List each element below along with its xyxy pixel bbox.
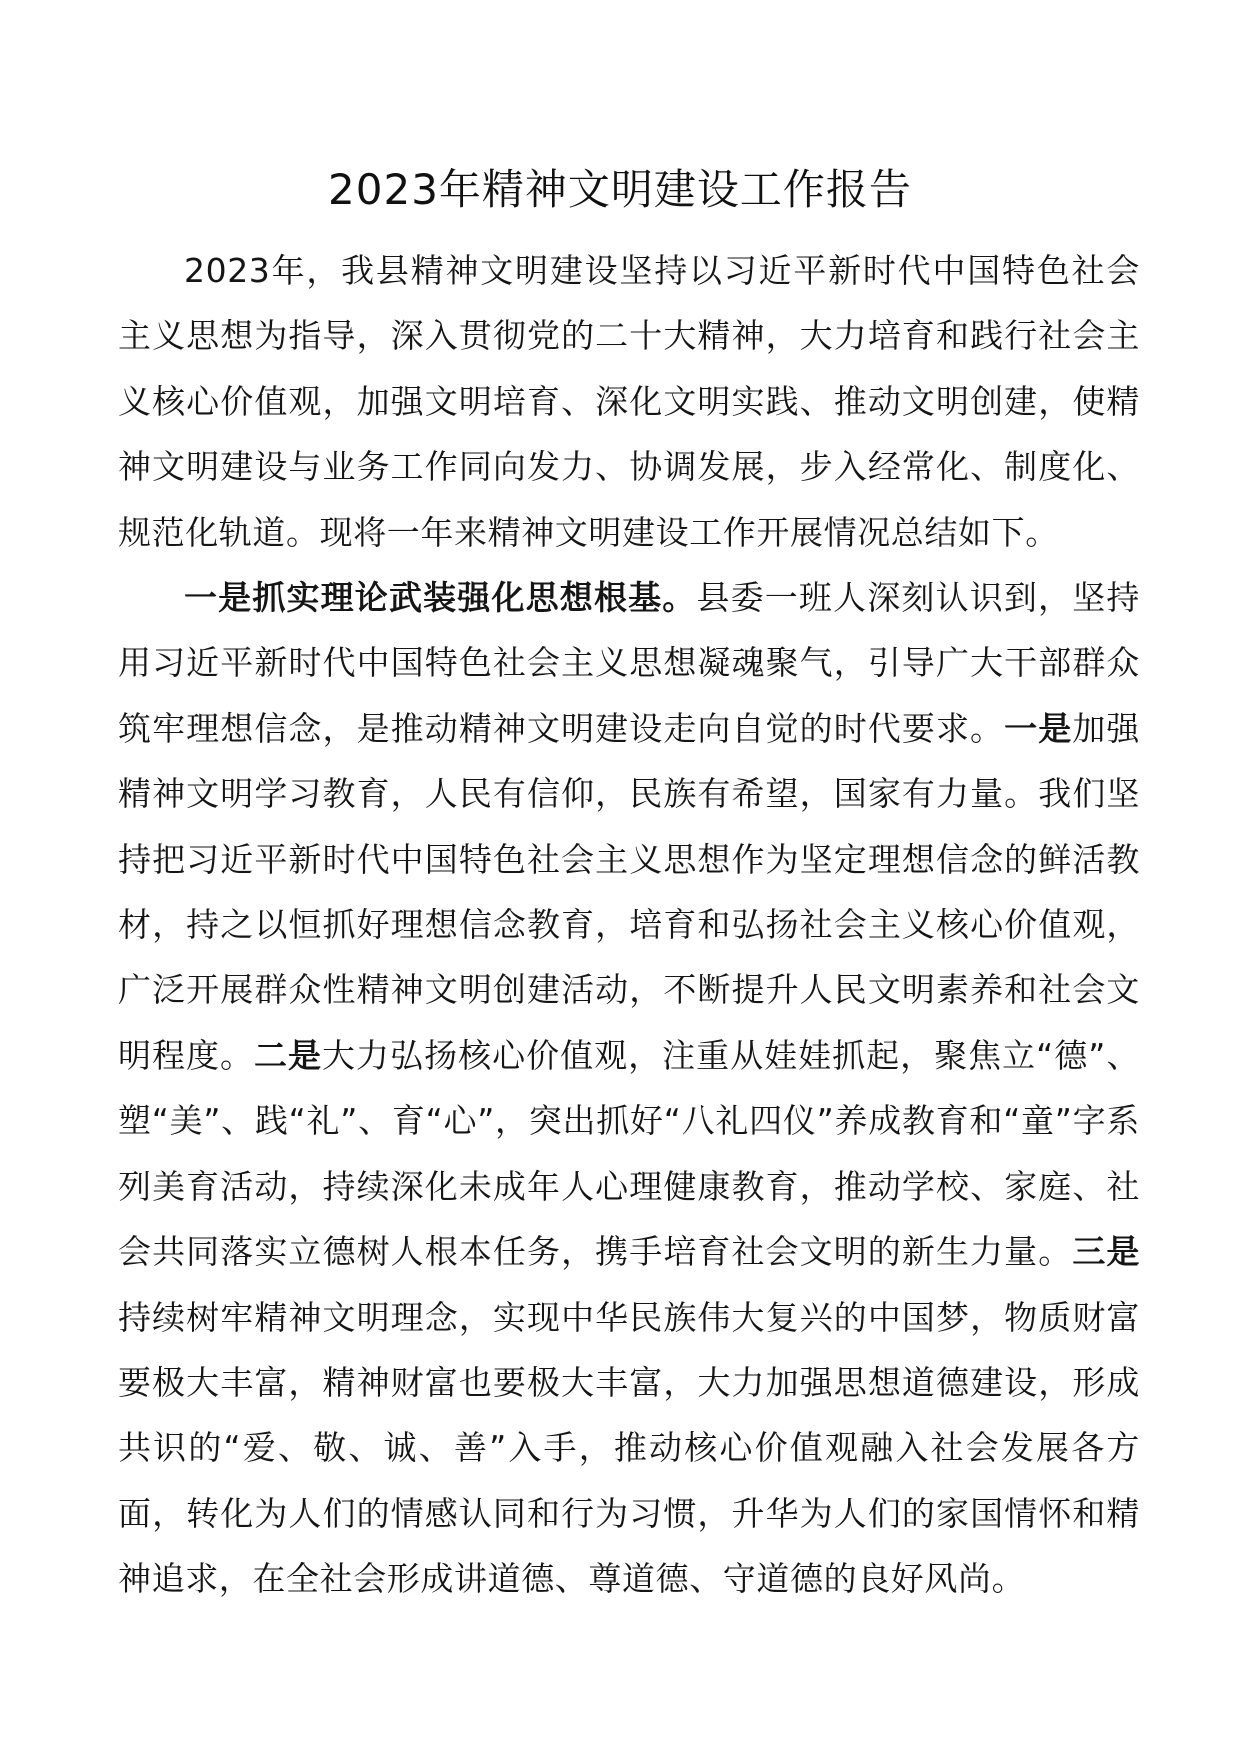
point-1-marker: 一是 <box>1004 708 1073 748</box>
intro-paragraph: 2023年，我县精神文明建设坚持以习近平新时代中国特色社会主义思想为指导，深入贯彻党的二十大精神，大力培育和践行社会主义核心价值观，加强文明培育、深化文明实践、推动文明创建，使精神文明建设与业务工作同向发力、协调发展，步入经常化、制度化、规范化轨道。现将一年来精神文明建设工作开展情况总结如下。 <box>118 251 1140 552</box>
section-1-heading: 一是抓实理论武装强化思想根基。 <box>184 578 697 618</box>
point-2-marker: 二是 <box>254 1035 323 1075</box>
section-1-text-a: 县委一班人深刻认识到，坚持用习近平新时代中国特色社会主义思想凝魂聚气，引导广大干部群众筑牢理想信念，是推动精神文明建设走向自觉的时代要求。 <box>118 578 1140 748</box>
section-1-paragraph <box>118 565 1140 1612</box>
point-3-marker: 三是 <box>1072 1232 1140 1272</box>
document-body <box>118 238 1140 1612</box>
point-2-text: 大力弘扬核心价值观，注重从娃娃抓起，聚焦立“德”、塑“美”、践“礼”、育“心”，突出抓好“八礼四仪”养成教育和“童”字系列美育活动，持续深化未成年人心理健康教育，推动学校、家庭、社会共同落实立德树人根本任务，携手培育社会文明的新生力量。 <box>118 1035 1140 1272</box>
point-1-text: 加强精神文明学习教育，人民有信仰，民族有希望，国家有力量。我们坚持把习近平新时代中国特色社会主义思想作为坚定理想信念的鲜活教材，持之以恒抓好理想信念教育，培育和弘扬社会主义核心价值观，广泛开展群众性精神文明创建活动，不断提升人民文明素养和社会文明程度。 <box>118 708 1140 1075</box>
document-title: 2023年精神文明建设工作报告 <box>328 165 912 214</box>
point-3-text: 持续树牢精神文明理念，实现中华民族伟大复兴的中国梦，物质财富要极大丰富，精神财富也要极大丰富，大力加强思想道德建设，形成共识的“爱、敬、诚、善”入手，推动核心价值观融入社会发展各方面，转化为人们的情感认同和行为习惯，升华为人们的家国情怀和精神追求，在全社会形成讲道德、尊道德、守道德的良好风尚。 <box>118 1297 1140 1599</box>
